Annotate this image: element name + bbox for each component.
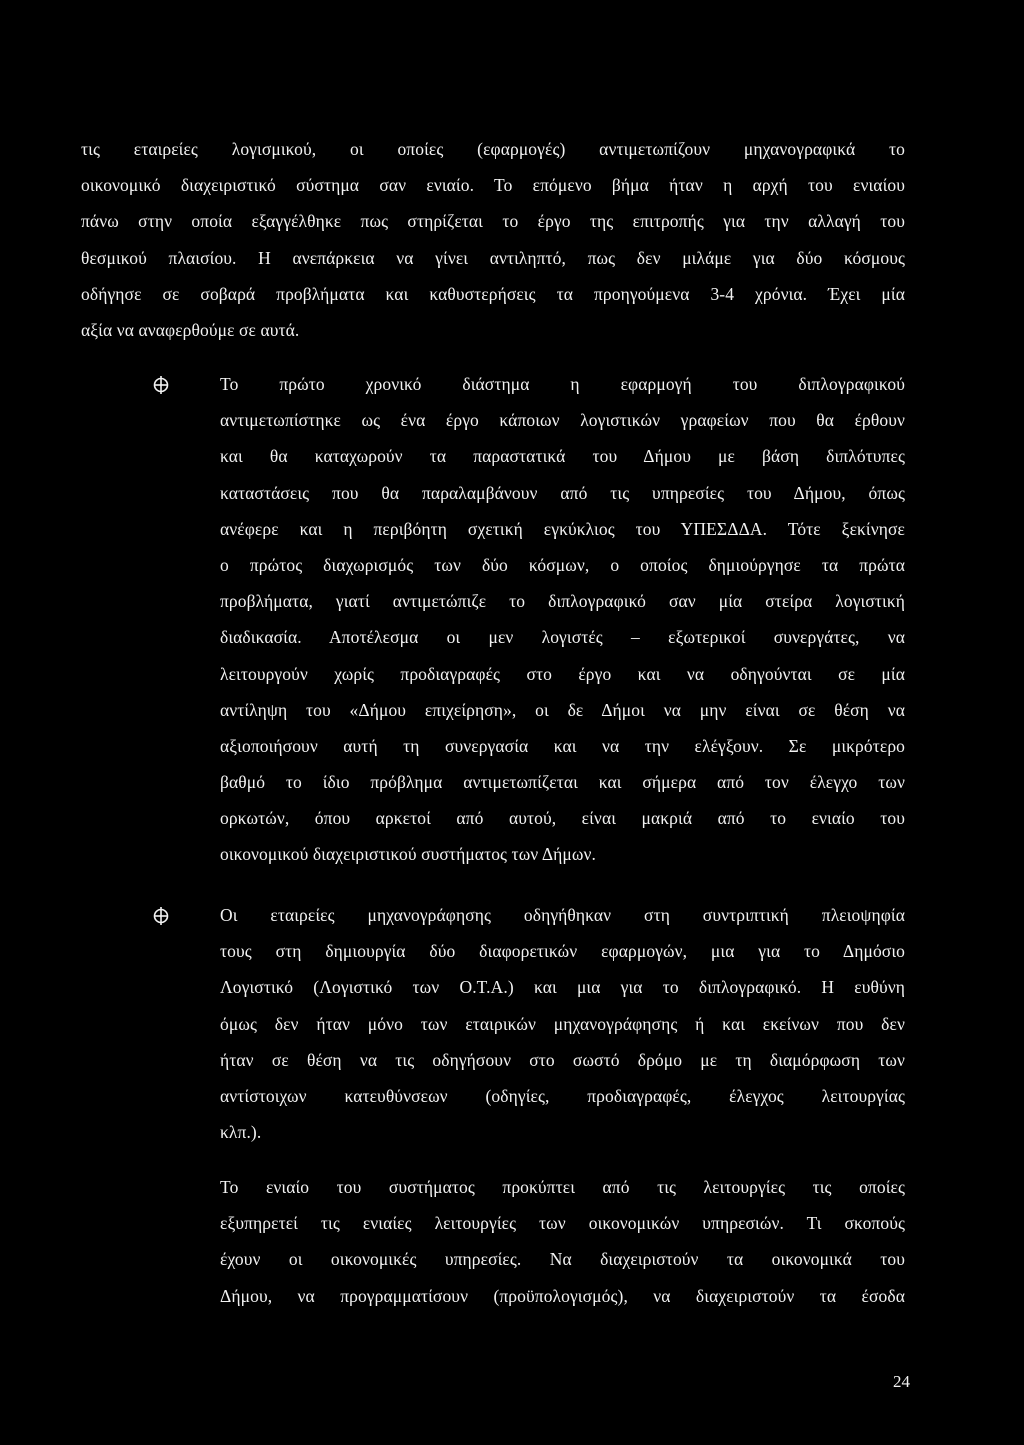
crosshair-circle-icon — [151, 906, 171, 926]
bullet-paragraph-2 — [220, 897, 905, 1150]
text-line: κλπ.). — [220, 1122, 262, 1143]
text-line: Λογιστικό (Λογιστικό των Ο.Τ.Α.) και μια για το διπλογραφικό. Η ευθύνη — [220, 977, 905, 998]
text-line: Οι εταιρείες μηχανογράφησης οδηγήθηκαν στη συντριπτική πλειοψηφία — [220, 905, 905, 925]
text-line: Δήμου, να προγραμματίσουν (προϋπολογισμός), να διαχειριστούν τα έσοδα — [220, 1285, 905, 1306]
closing-paragraph — [220, 1169, 905, 1314]
crosshair-circle-icon — [151, 375, 171, 395]
text-line: βαθμό το ίδιο πρόβλημα αντιμετωπίζεται και σήμερα από τον έλεγχο των — [220, 772, 905, 793]
text-line: αντίληψη του «Δήμου επιχείρηση», οι δε Δήμοι να μην είναι σε θέση να — [220, 699, 905, 720]
text-line: οδήγησε σε σοβαρά προβλήματα και καθυστερήσεις τα προηγούμενα 3-4 χρόνια. Έχει μία — [81, 283, 905, 304]
text-line: οικονομικού διαχειριστικού συστήματος των Δήμων. — [220, 844, 597, 865]
text-line: θεσμικού πλαισίου. Η ανεπάρκεια να γίνει αντιληπτό, πως δεν μιλάμε για δύο κόσμους — [81, 247, 905, 268]
text-line: έχουν οι οικονομικές υπηρεσίες. Να διαχειριστούν τα οικονομικά του — [220, 1249, 905, 1270]
text-line: τις εταιρείες λογισμικού, οι οποίες (εφαρμογές) αντιμετωπίζουν μηχανογραφικά το — [81, 139, 905, 159]
text-line: και θα καταχωρούν τα παραστατικά του Δήμου με βάση διπλότυπες — [220, 446, 905, 467]
text-line: λειτουργούν χωρίς προδιαγραφές στο έργο και να οδηγούνται σε μία — [220, 663, 905, 684]
text-line: ήταν σε θέση να τις οδηγήσουν στο σωστό δρόμο με τη διαμόρφωση των — [220, 1049, 905, 1070]
intro-paragraph — [81, 131, 905, 348]
text-line: Το ενιαίο του συστήματος προκύπτει από τις λειτουργίες τις οποίες — [220, 1177, 905, 1197]
text-line: αξία να αναφερθούμε σε αυτά. — [81, 319, 300, 340]
page-number: 24 — [893, 1372, 910, 1391]
text-line: προβλήματα, γιατί αντιμετώπιζε το διπλογραφικό σαν μία στείρα λογιστική — [220, 591, 905, 612]
text-line: ανέφερε και η περιβόητη σχετική εγκύκλιος του ΥΠΕΣΔΔΑ. Τότε ξεκίνησε — [220, 518, 905, 539]
bullet-paragraph-1 — [220, 366, 905, 873]
text-line: πάνω στην οποία εξαγγέλθηκε πως στηρίζεται το έργο της επιτροπής για την αλλαγή του — [81, 211, 905, 232]
text-line: καταστάσεις που θα παραλαμβάνουν από τις υπηρεσίες του Δήμου, όπως — [220, 482, 905, 503]
text-line: αντίστοιχων κατευθύνσεων (οδηγίες, προδιαγραφές, έλεγχος λειτουργίας — [220, 1085, 905, 1106]
text-line: αντιμετωπίστηκε ως ένα έργο κάποιων λογιστικών γραφείων που θα έρθουν — [220, 410, 905, 431]
text-line: οικονομικό διαχειριστικό σύστημα σαν ενιαίο. Το επόμενο βήμα ήταν η αρχή του ενιαίου — [81, 175, 905, 196]
text-line: ορκωτών, όπου αρκετοί από αυτού, είναι μακριά από το ενιαίο του — [220, 808, 905, 829]
text-line: διαδικασία. Αποτέλεσμα οι μεν λογιστές – εξωτερικοί συνεργάτες, να — [220, 627, 905, 648]
text-line: όμως δεν ήταν μόνο των εταιρικών μηχανογράφησης ή και εκείνων που δεν — [220, 1013, 905, 1034]
text-line: Το πρώτο χρονικό διάστημα η εφαρμογή του διπλογραφικού — [220, 374, 905, 394]
text-line: τους στη δημιουργία δύο διαφορετικών εφαρμογών, μια για το Δημόσιο — [220, 941, 905, 962]
text-line: ο πρώτος διαχωρισμός των δύο κόσμων, ο οποίος δημιούργησε τα πρώτα — [220, 554, 905, 575]
text-line: εξυπηρετεί τις ενιαίες λειτουργίες των οικονομικών υπηρεσιών. Τι σκοπούς — [220, 1213, 905, 1234]
text-line: αξιοποιήσουν αυτή τη συνεργασία και να την ελέγξουν. Σε μικρότερο — [220, 735, 905, 756]
